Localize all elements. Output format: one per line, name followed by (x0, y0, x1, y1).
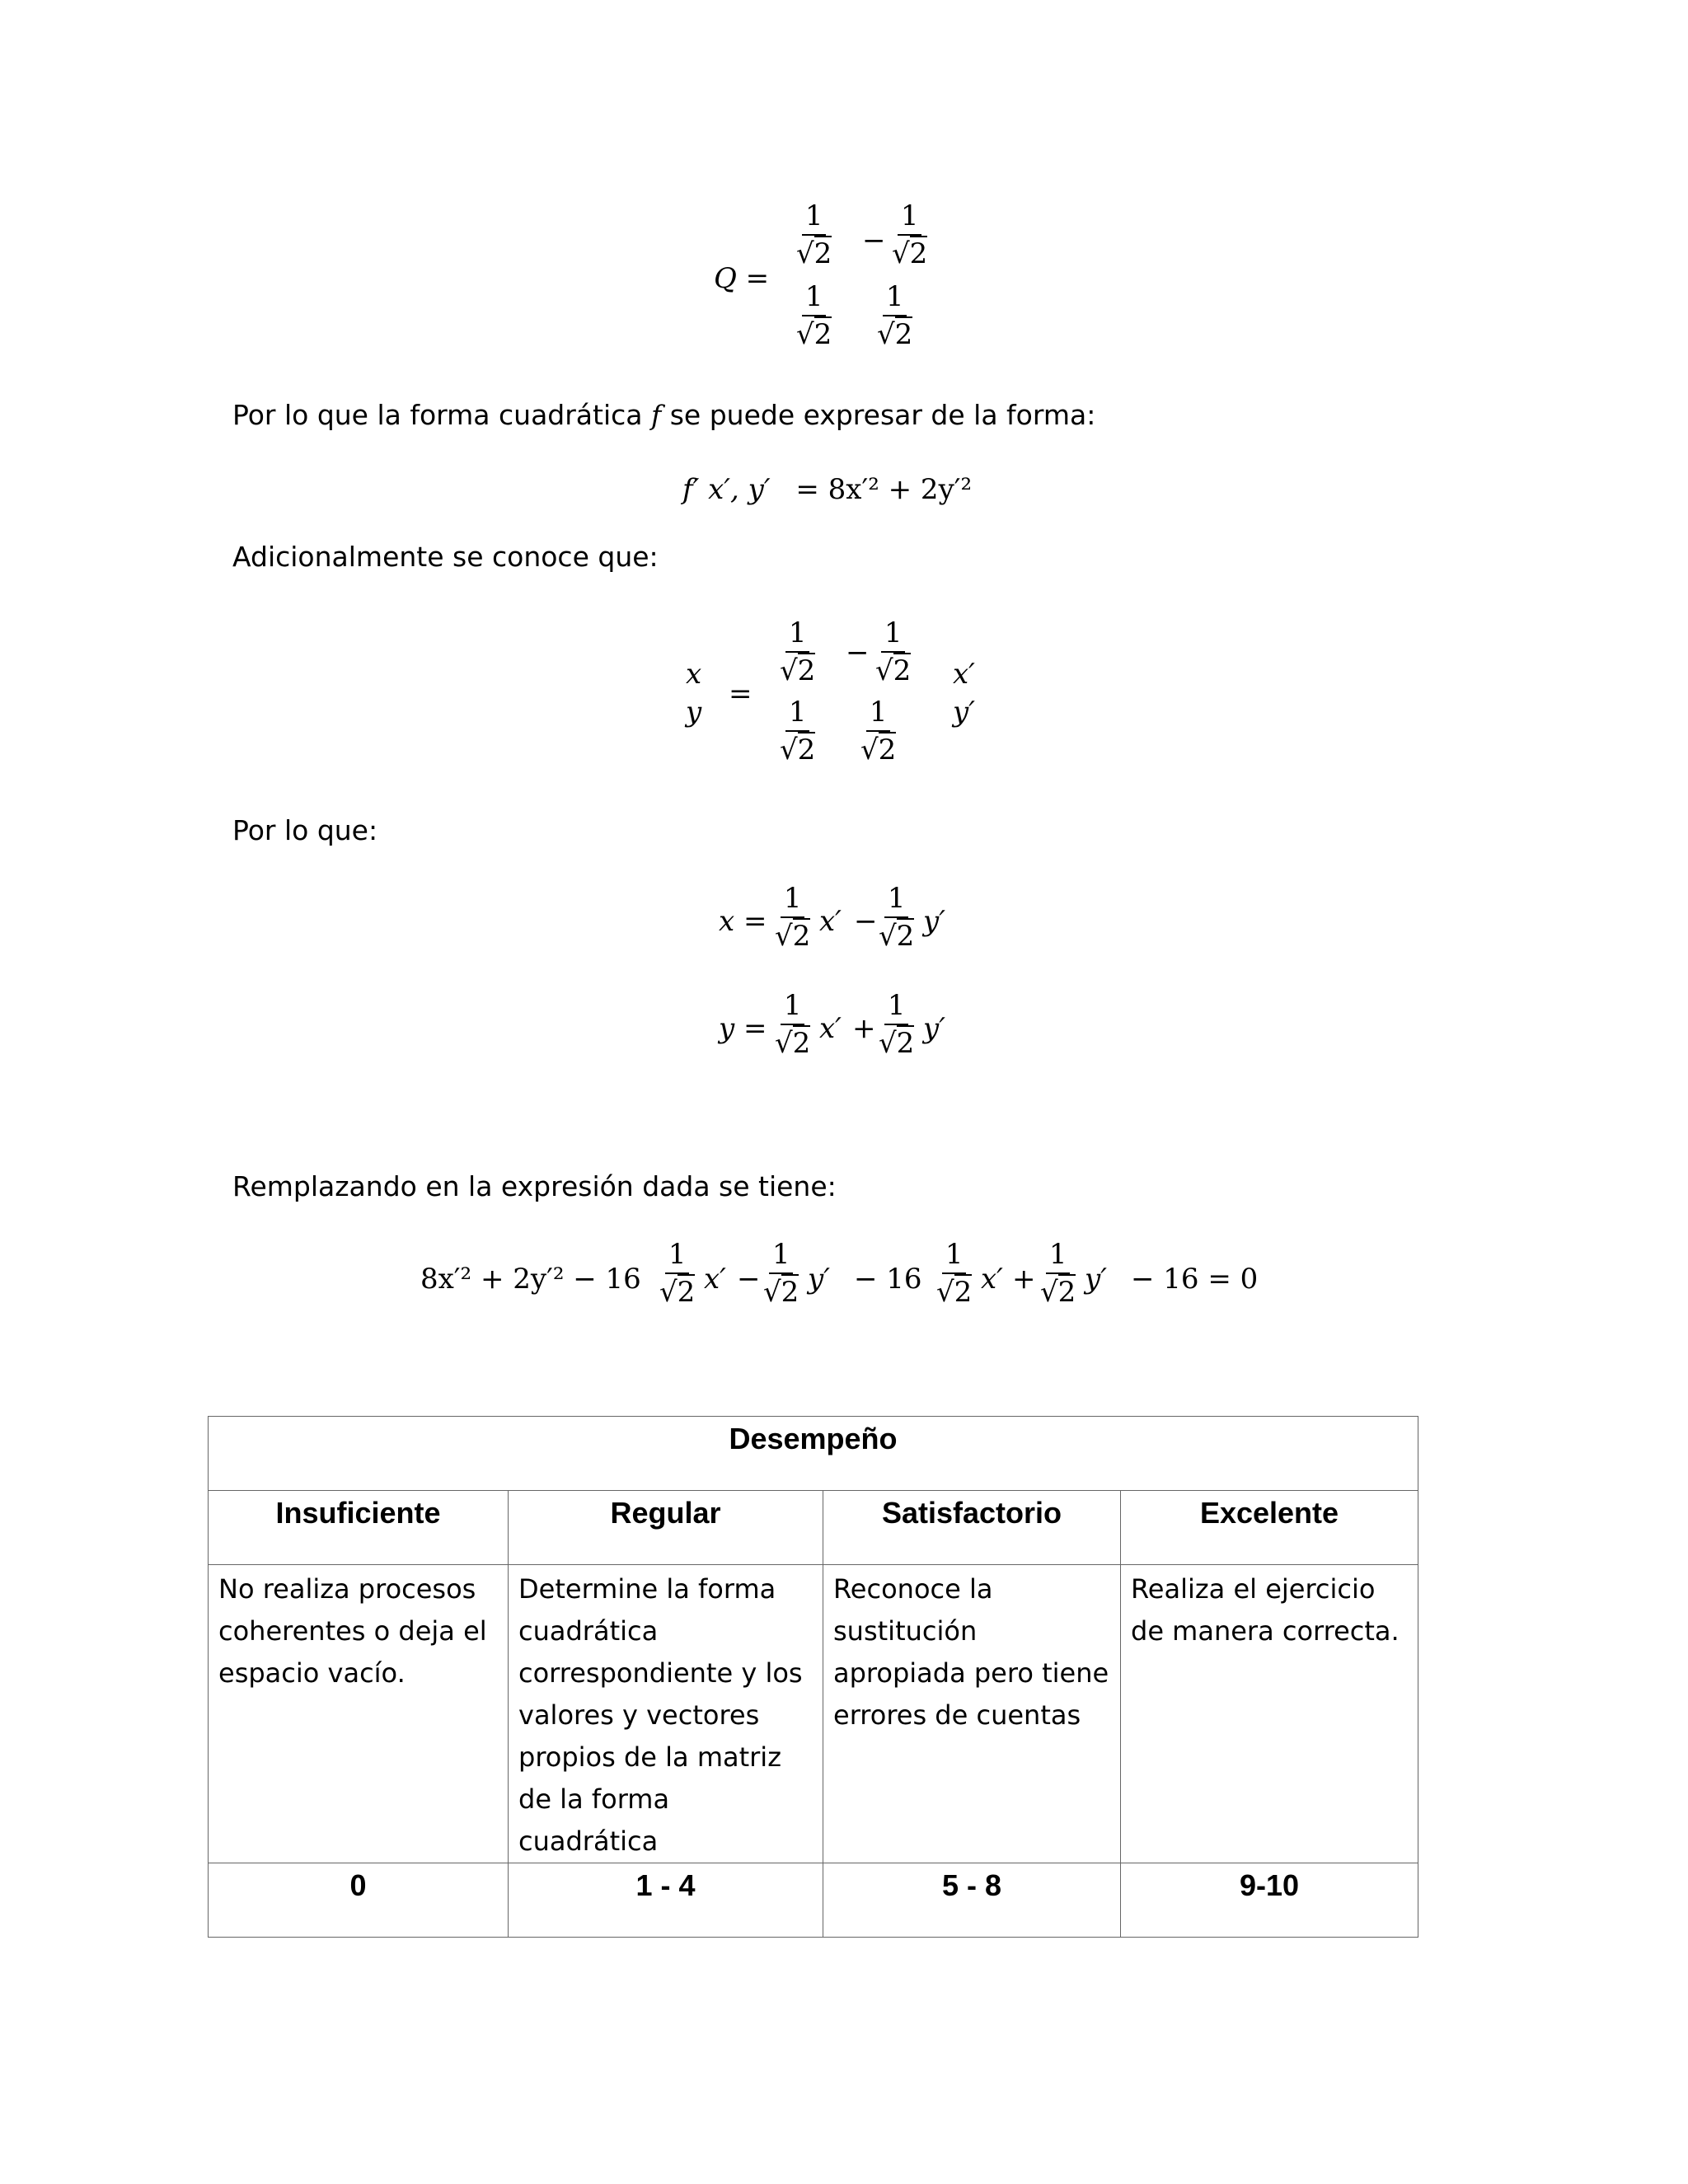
long-eq-fraction-4: $\frac{1}{√2}$ (1040, 1238, 1076, 1309)
fprime-equation: f′ x′, y′ = 8x′² + 2y′² (682, 473, 973, 506)
x-eq-fraction-2: $\frac{1}{√2}$ (879, 882, 915, 953)
q-minus-12: − (862, 224, 886, 257)
rubric-score-insuficiente: 0 (209, 1863, 509, 1938)
x-eq-xprime: x′ (819, 905, 842, 938)
m-fraction-11: $\frac{1}{√2}$ (780, 616, 816, 687)
x-eq-fraction-1: $\frac{1}{√2}$ (775, 882, 811, 953)
y-eq-plus: + (852, 1012, 876, 1045)
m-fraction-12: $\frac{1}{√2}$ (875, 616, 912, 687)
rubric-desc-regular: Determine la forma cuadrática correspondiente y los valores y vectores propios de la matriz de la forma cuadrática (509, 1565, 823, 1863)
x-equation-lhs: x = (719, 905, 767, 938)
y-eq-fraction-2: $\frac{1}{√2}$ (879, 989, 915, 1060)
y-equation-lhs: y = (719, 1012, 767, 1045)
long-eq-minus-1: − (737, 1263, 761, 1296)
long-eq-xprime-1: x′ (704, 1263, 726, 1296)
rubric-desc-excelente: Realiza el ejercicio de manera correcta. (1121, 1565, 1418, 1863)
long-eq-fraction-3: $\frac{1}{√2}$ (936, 1238, 973, 1309)
rubric-desc-satisfactorio: Reconoce la sustitución apropiada pero tiene errores de cuentas (823, 1565, 1121, 1863)
y-eq-xprime: x′ (819, 1012, 842, 1045)
long-eq-fraction-1: $\frac{1}{√2}$ (659, 1238, 696, 1309)
rubric-header-excelente: Excelente (1121, 1491, 1418, 1565)
long-eq-plus: + (1012, 1263, 1036, 1296)
matrix-equals: = (729, 677, 753, 710)
m-minus-12: − (846, 636, 870, 669)
rubric-desc-insuficiente: No realiza procesos coherentes o deja el espacio vacío. (209, 1565, 509, 1863)
paragraph-replacing: Remplazando en la expresión dada se tiene: (232, 1170, 837, 1202)
m-fraction-21: $\frac{1}{√2}$ (780, 696, 816, 766)
q-label: Q = (714, 262, 770, 295)
rubric-score-excelente: 9-10 (1121, 1863, 1418, 1938)
m-fraction-22: $\frac{1}{√2}$ (860, 696, 897, 766)
long-eq-start: 8x′² + 2y′² − 16 (420, 1263, 641, 1296)
long-eq-xprime-2: x′ (981, 1263, 1003, 1296)
vector-yprime: y′ (953, 696, 975, 729)
x-eq-minus: − (854, 905, 878, 938)
paragraph-additionally: Adicionalmente se conoce que: (232, 541, 659, 573)
rubric-score-regular: 1 - 4 (509, 1863, 823, 1938)
q-fraction-11: $\frac{1}{√2}$ (796, 199, 832, 270)
paragraph-quadratic-form: Por lo que la forma cuadrática f se puede expresar de la forma: (232, 399, 1096, 431)
vector-y: y (686, 696, 702, 729)
x-eq-yprime: y′ (923, 905, 945, 938)
long-eq-yprime-1: y′ (808, 1263, 830, 1296)
q-fraction-21: $\frac{1}{√2}$ (796, 280, 832, 351)
long-eq-minus16: − 16 (854, 1263, 922, 1296)
rubric-title: Desempeño (209, 1417, 1418, 1491)
y-eq-yprime: y′ (923, 1012, 945, 1045)
long-eq-yprime-2: y′ (1085, 1263, 1107, 1296)
long-eq-fraction-2: $\frac{1}{√2}$ (763, 1238, 799, 1309)
vector-xprime: x′ (953, 658, 975, 691)
y-eq-fraction-1: $\frac{1}{√2}$ (775, 989, 811, 1060)
long-eq-end: − 16 = 0 (1131, 1263, 1259, 1296)
vector-x: x (686, 658, 702, 691)
rubric-header-satisfactorio: Satisfactorio (823, 1491, 1121, 1565)
rubric-table (208, 1416, 1418, 1938)
q-fraction-12: $\frac{1}{√2}$ (892, 199, 928, 270)
paragraph-therefore: Por lo que: (232, 814, 378, 846)
rubric-header-regular: Regular (509, 1491, 823, 1565)
rubric-score-satisfactorio: 5 - 8 (823, 1863, 1121, 1938)
q-fraction-22: $\frac{1}{√2}$ (877, 280, 913, 351)
rubric-header-insuficiente: Insuficiente (209, 1491, 509, 1565)
